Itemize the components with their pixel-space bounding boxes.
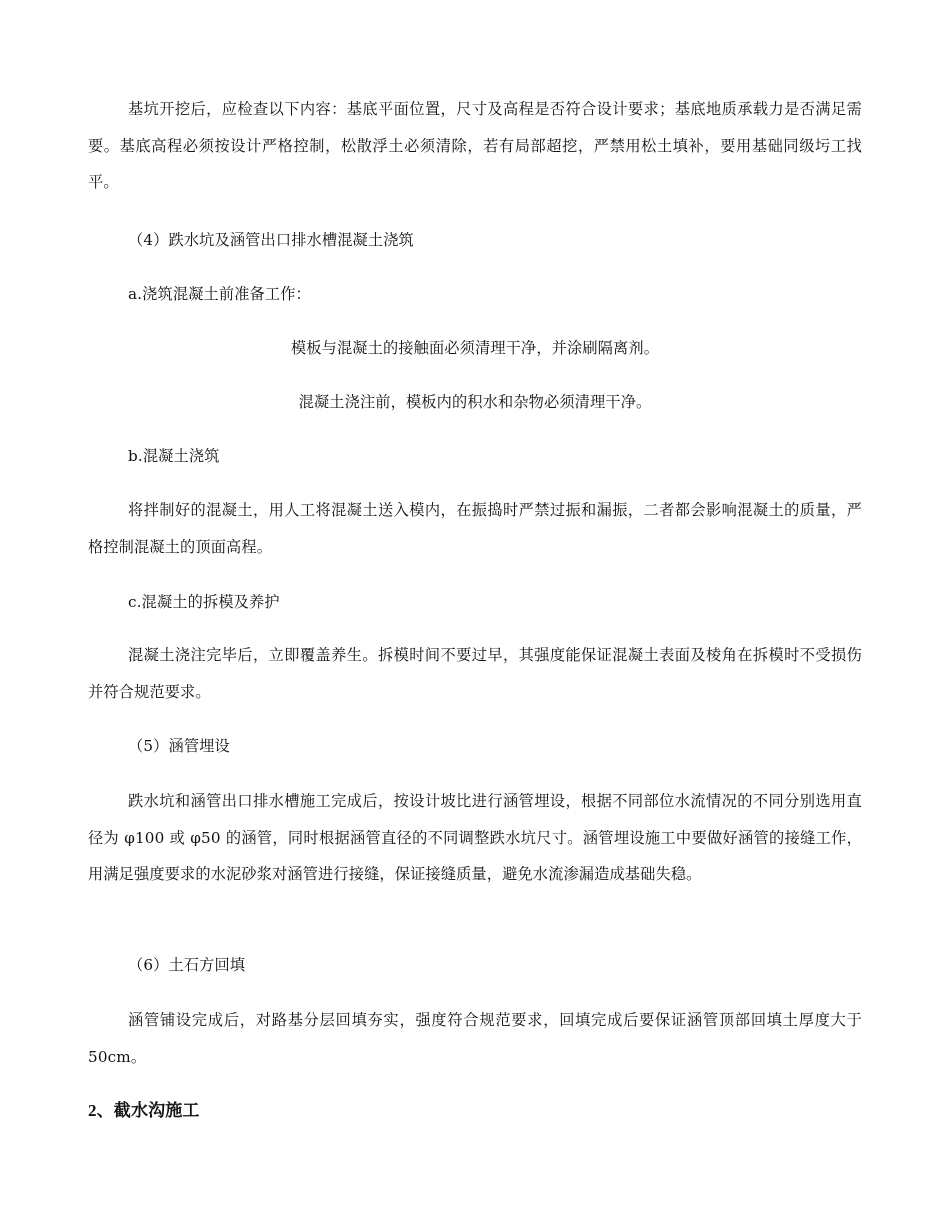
item-a-title: a.浇筑混凝土前准备工作： [128, 285, 311, 303]
item-b-title: b.混凝土浇筑 [128, 447, 220, 465]
paragraph-backfill: 涵管铺设完成后，对路基分层回填夯实，强度符合规范要求，回填完成后要保证涵管顶部回填土厚度大于 50cm。 [88, 1011, 862, 1066]
section-number: 2 [88, 1101, 97, 1120]
item-c-title: c.混凝土的拆模及养护 [128, 593, 280, 611]
item-a-point-2: 混凝土浇注前，模板内的积水和杂物必须清理干净。 [298, 393, 652, 411]
subheading-drop-pit-concrete: （4）跌水坑及涵管出口排水槽混凝土浇筑 [128, 231, 414, 249]
section-heading-intercepting-ditch [88, 1093, 862, 1130]
subheading-culvert-laying: （5）涵管埋设 [128, 737, 230, 755]
section-title: 、截水沟施工 [96, 1101, 200, 1121]
item-a-point-1: 模板与混凝土的接触面必须清理干净，并涂刷隔离剂。 [290, 339, 660, 357]
item-c-text: 混凝土浇注完毕后，立即覆盖养生。拆模时间不要过早，其强度能保证混凝土表面及棱角在拆模时不受损伤并符合规范要求。 [88, 646, 862, 701]
paragraph-foundation-inspection: 基坑开挖后，应检查以下内容：基底平面位置，尺寸及高程是否符合设计要求；基底地质承载力是否满足需要。基底高程必须按设计严格控制，松散浮土必须清除，若有局部超挖，严禁用松土填补，要用基础同级圬工找平。 [88, 100, 862, 191]
item-b-text: 将拌制好的混凝土，用人工将混凝土送入模内，在振捣时严禁过振和漏振，二者都会影响混凝土的质量，严格控制混凝土的顶面高程。 [88, 501, 862, 556]
subheading-backfill: （6）土石方回填 [128, 956, 246, 974]
paragraph-culvert-laying: 跌水坑和涵管出口排水槽施工完成后，按设计坡比进行涵管埋设，根据不同部位水流情况的不同分别选用直径为 φ100 或 φ50 的涵管，同时根据涵管直径的不同调整跌水坑尺寸。涵管埋设施工中要做好涵管的接缝工作，用满足强度要求的水泥砂浆对涵管进行接缝，保证接缝质量，避免水流渗漏造成基础失稳。 [88, 792, 862, 883]
